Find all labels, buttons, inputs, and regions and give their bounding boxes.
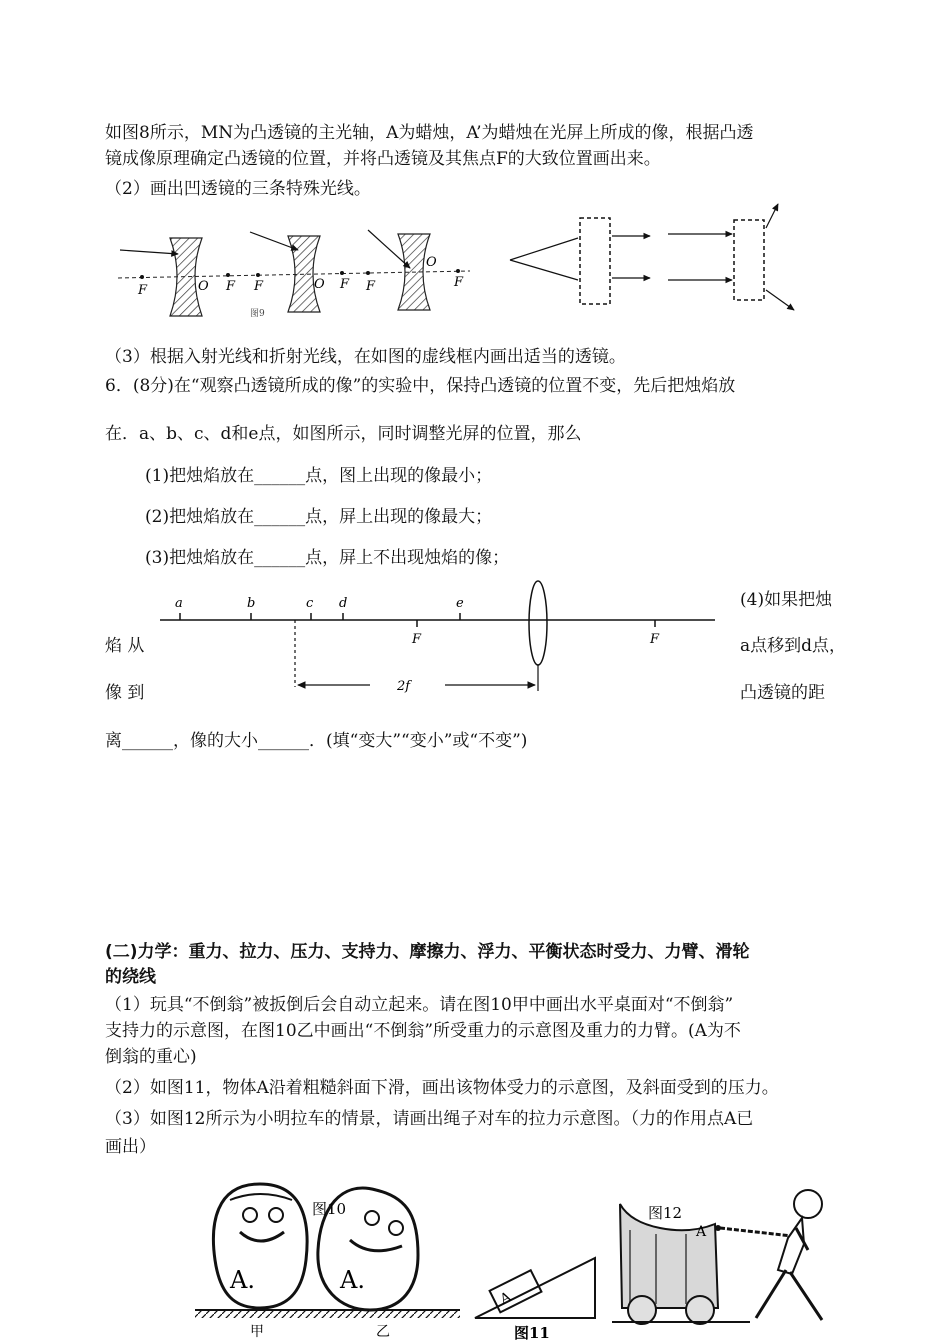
- question-6-line-2: 在．a、b、c、d和e点，如图所示，同时调整光屏的位置，那么: [105, 424, 582, 444]
- cart-wheel-right: [686, 1296, 714, 1324]
- svg-text:O: O: [198, 279, 209, 294]
- figure-12-cart-pull: [612, 1190, 822, 1324]
- lens-box-2: [734, 220, 764, 300]
- convex-lens: [529, 581, 547, 665]
- question-6-item-1: (1)把烛焰放在______点，图上出现的像最小；: [145, 466, 493, 486]
- figure-9-concave-lenses: [110, 198, 810, 328]
- rope: [720, 1228, 792, 1236]
- lens-box-1: [580, 218, 610, 304]
- svg-text:F: F: [340, 277, 350, 292]
- svg-text:b: b: [247, 596, 256, 611]
- svg-text:F: F: [412, 632, 422, 647]
- figure-10-caption: 图10: [312, 1200, 347, 1218]
- svg-text:甲: 甲: [250, 1324, 264, 1340]
- intro-line-1: 如图8所示，MN为凸透镜的主光轴，A为蜡烛，A’为蜡烛在光屏上所成的像，根据凸透: [105, 123, 754, 143]
- svg-text:A.: A.: [340, 1266, 365, 1294]
- tumbler-upright: [213, 1184, 307, 1308]
- mechanics-q3-line-1: （3）如图12所示为小明拉车的情景，请画出绳子对车的拉力示意图。（力的作用点A已: [105, 1109, 754, 1129]
- mechanics-q1-line-3: 倒翁的重心): [105, 1047, 197, 1067]
- question-6-item-3: (3)把烛焰放在______点，屏上不出现烛焰的像；: [145, 548, 510, 568]
- svg-text:O: O: [426, 255, 437, 270]
- svg-text:F: F: [366, 279, 376, 294]
- question-6-header: 6．(8分)在“观察凸透镜所成的像”的实验中，保持凸透镜的位置不变，先后把烛焰放: [105, 376, 736, 396]
- svg-text:A: A: [497, 1289, 514, 1308]
- concave-lens-3: [398, 234, 430, 310]
- figure-10-tumblers: [195, 1184, 460, 1340]
- svg-text:F: F: [454, 275, 464, 290]
- svg-text:a: a: [175, 596, 183, 611]
- figure-convex-lens-points: [155, 575, 725, 695]
- svg-text:F: F: [650, 632, 660, 647]
- boy-head: [794, 1190, 822, 1218]
- question-6-item-4-right-2: a点移到d点，: [740, 636, 847, 656]
- svg-text:F: F: [138, 283, 148, 298]
- cart-wheel-left: [628, 1296, 656, 1324]
- figure-11-caption: 图11: [514, 1324, 550, 1340]
- mechanics-q2: （2）如图11，物体A沿着粗糙斜面下滑，画出该物体受力的示意图，及斜面受到的压力。: [105, 1078, 779, 1098]
- mechanics-title-1: (二)力学：重力、拉力、压力、支持力、摩擦力、浮力、平衡状态时受力、力臂、滑轮: [105, 942, 750, 962]
- svg-text:c: c: [306, 596, 314, 611]
- question-6-item-2: (2)把烛焰放在______点，屏上出现的像最大；: [145, 507, 493, 527]
- svg-text:乙: 乙: [376, 1324, 390, 1340]
- intro-line-2: 镜成像原理确定凸透镜的位置，并将凸透镜及其焦点F的大致位置画出来。: [105, 149, 661, 169]
- svg-text:A: A: [696, 1224, 707, 1240]
- mechanics-q1-line-2: 支持力的示意图，在图10乙中画出“不倒翁”所受重力的示意图及重力的力臂。(A为不: [105, 1021, 741, 1041]
- svg-text:O: O: [314, 277, 325, 292]
- figures-10-11-12: [190, 1170, 860, 1340]
- mechanics-q3-line-2: 画出）: [105, 1137, 156, 1157]
- question-6-item-4-left-3: 像 到: [105, 683, 145, 703]
- question-2-concave-rays: （2）画出凹透镜的三条特殊光线。: [105, 179, 371, 199]
- question-6-item-4-right-1: (4)如果把烛: [740, 590, 833, 610]
- mechanics-q1-line-1: （1）玩具“不倒翁”被扳倒后会自动立起来。请在图10甲中画出水平桌面对“不倒翁”: [105, 995, 734, 1015]
- svg-text:2f: 2f: [397, 679, 411, 694]
- question-6-item-4-left-2: 焰 从: [105, 636, 145, 656]
- question-6-item-4-line-4: 离______，像的大小______．(填“变大”“变小”或“不变”): [105, 731, 528, 751]
- question-6-item-4-right-3: 凸透镜的距: [740, 683, 825, 703]
- svg-text:A.: A.: [230, 1266, 255, 1294]
- svg-text:e: e: [456, 596, 464, 611]
- svg-text:d: d: [339, 596, 348, 611]
- figure-9-caption: 图9: [250, 309, 265, 319]
- figure-12-caption: 图12: [648, 1204, 683, 1222]
- svg-text:F: F: [226, 279, 236, 294]
- svg-text:F: F: [254, 279, 264, 294]
- block-a: [490, 1270, 542, 1312]
- mechanics-title-2: 的绕线: [105, 967, 156, 987]
- question-3-draw-lens: （3）根据入射光线和折射光线，在如图的虚线框内画出适当的透镜。: [105, 347, 626, 367]
- figure-11-incline: [475, 1258, 595, 1340]
